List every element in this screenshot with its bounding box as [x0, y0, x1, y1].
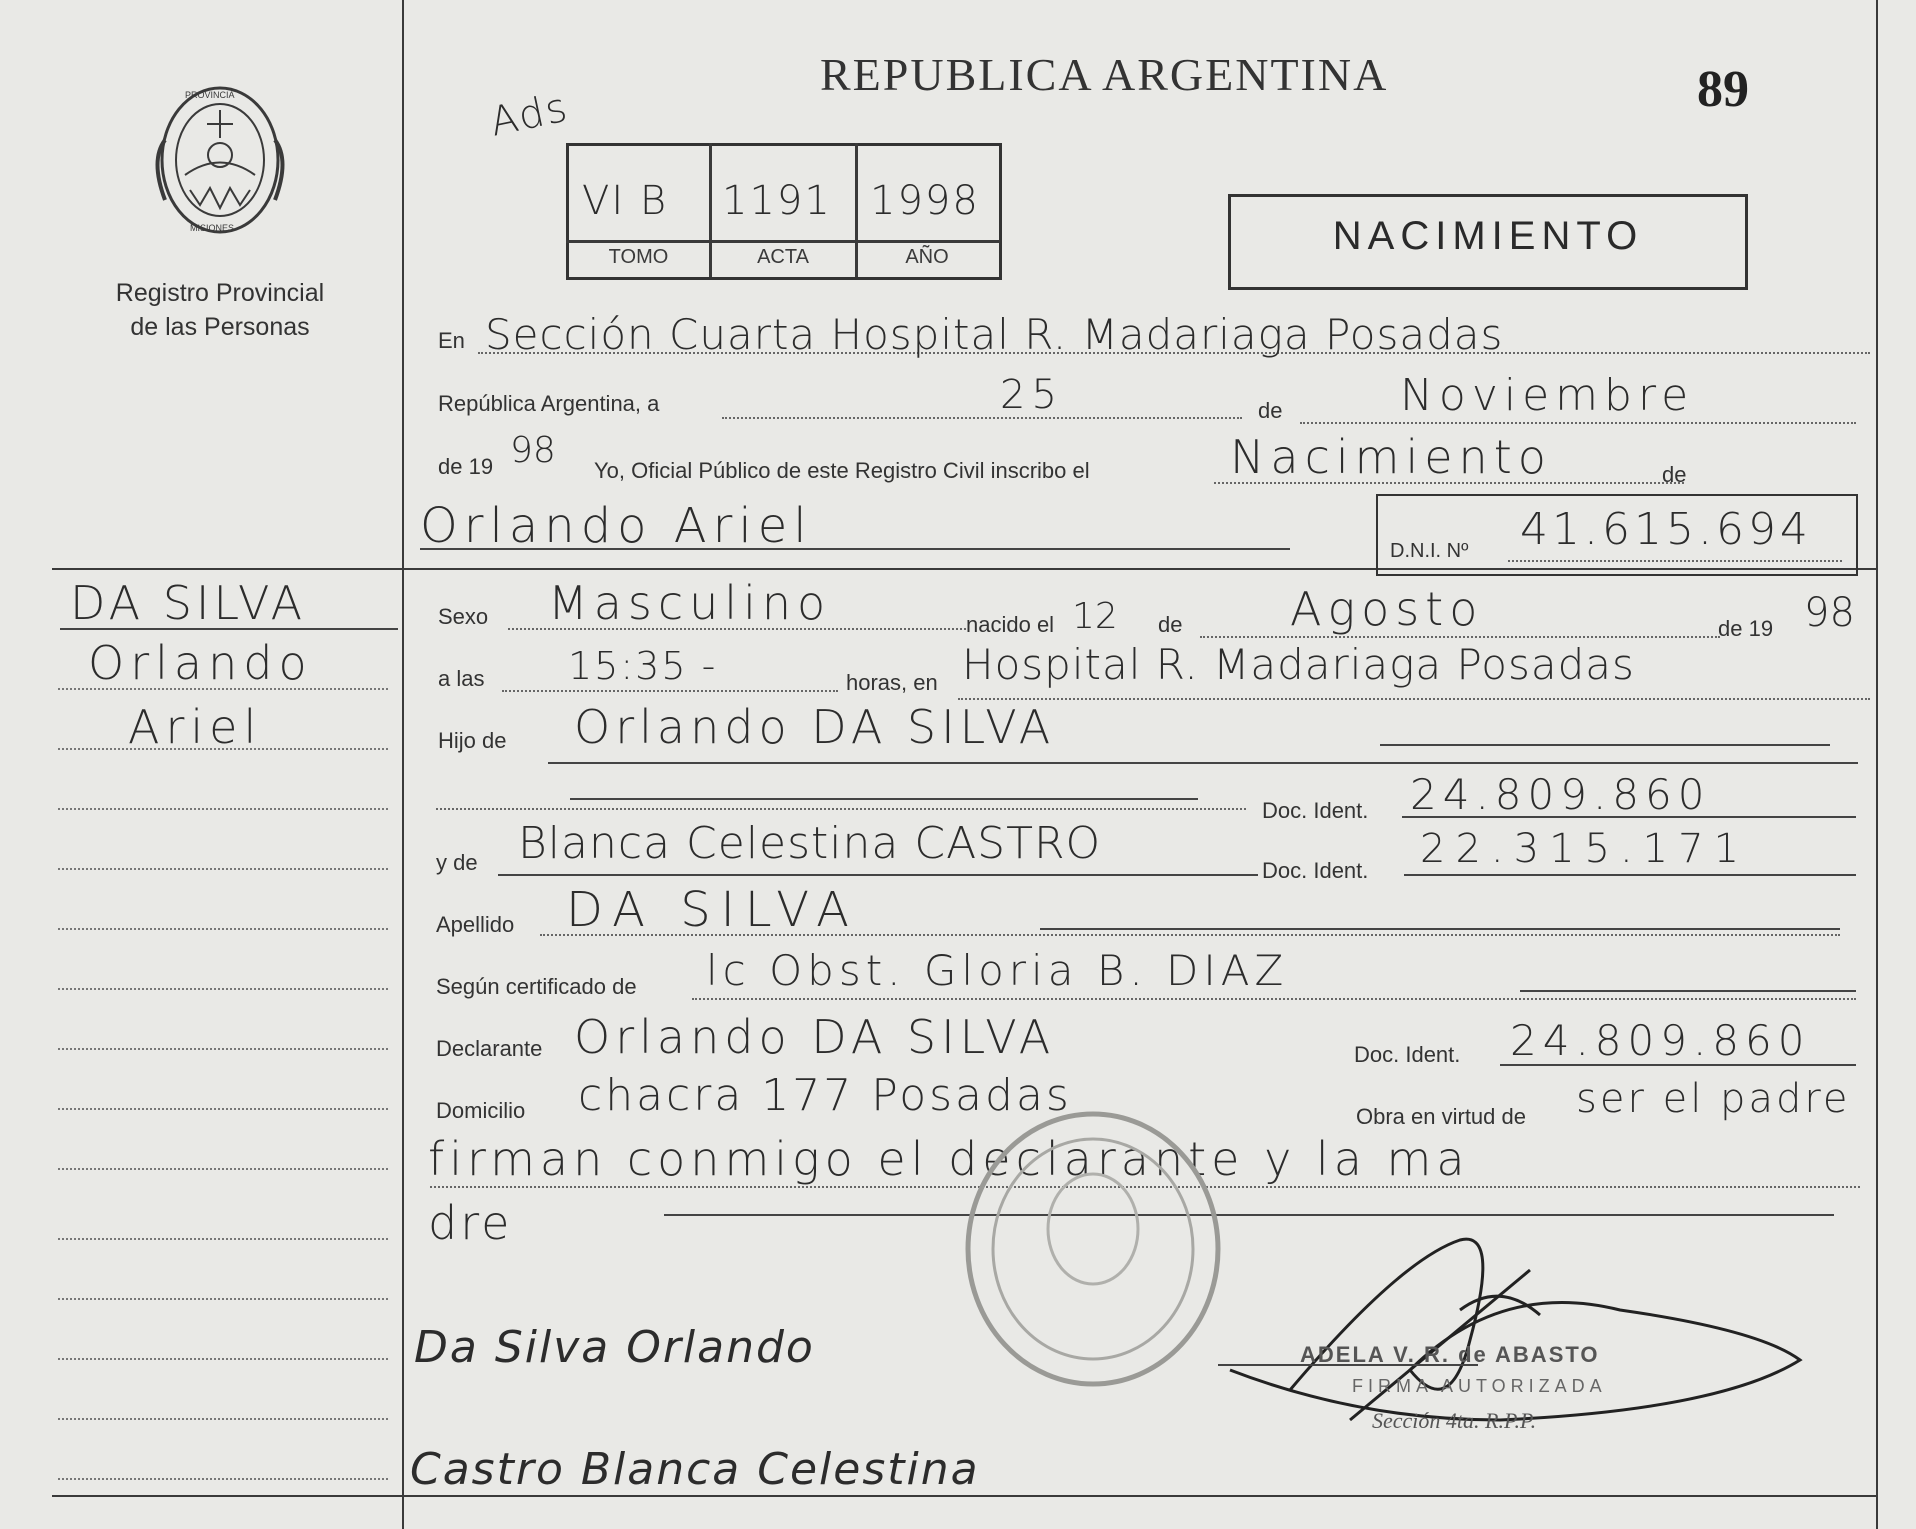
continuation-line2: dre	[428, 1196, 513, 1250]
left-rule	[58, 808, 388, 810]
birth-month: Agosto	[1290, 582, 1484, 636]
birth-day: 12	[1072, 596, 1118, 637]
madre-doc-line	[1404, 874, 1856, 876]
official-signature-icon	[1200, 1220, 1840, 1430]
certificado-line	[692, 998, 1856, 1000]
seal-top-text: PROVINCIA	[185, 90, 235, 100]
padre-dotted	[436, 808, 1246, 810]
lugar-line	[958, 698, 1870, 700]
month-value: Noviembre	[1400, 370, 1695, 421]
sidebar-surname: DA SILVA	[70, 576, 307, 630]
acta-value: 1191	[722, 178, 832, 224]
left-rule	[58, 868, 388, 870]
obra-value: ser el padre	[1576, 1076, 1851, 1122]
acta-label: ACTA	[757, 246, 809, 268]
sexo-value: Masculino	[548, 576, 832, 630]
declarante-doc-line	[1500, 1064, 1856, 1066]
official-role: FIRMA AUTORIZADA	[1352, 1376, 1607, 1396]
left-rule	[58, 1298, 388, 1300]
yde-label: y de	[436, 850, 478, 875]
hora-value: 15:35 -	[568, 644, 718, 688]
month-line	[1300, 422, 1856, 424]
declarante-value: Orlando DA SILVA	[574, 1010, 1056, 1064]
anio-value: 1998	[870, 178, 980, 224]
tomo-value: VI B	[582, 178, 669, 224]
de19-label: de 19	[438, 454, 494, 479]
child-name: Orlando Ariel	[420, 498, 813, 554]
obra-label: Obra en virtud de	[1356, 1104, 1526, 1129]
day-line	[722, 417, 1242, 419]
birth-year: 98	[1804, 590, 1855, 636]
country-title: REPUBLICA ARGENTINA	[820, 49, 1389, 100]
hora-line	[502, 690, 838, 692]
padre-value: Orlando DA SILVA	[574, 700, 1056, 754]
section-divider-bottom	[52, 1495, 1878, 1497]
left-rule	[58, 1238, 388, 1240]
registry-stamp-icon	[948, 1104, 1238, 1394]
apellido-line-right	[1040, 928, 1840, 930]
registry-name	[60, 276, 380, 344]
registry-line2: de las Personas	[130, 313, 310, 341]
de-suffix: de	[1662, 462, 1687, 487]
declarante-doc-label: Doc. Ident.	[1354, 1042, 1461, 1067]
continuation-line2-rule	[664, 1214, 1834, 1216]
continuation-line1: firman conmigo el declarante y la ma	[428, 1132, 1470, 1186]
left-rule	[58, 1108, 388, 1110]
de-label: de	[1258, 398, 1283, 423]
dni-line	[1508, 560, 1842, 562]
declarante-label: Declarante	[436, 1036, 543, 1061]
certificado-line-right	[1520, 990, 1856, 992]
horas-en-label: horas, en	[846, 670, 938, 695]
apellido-value: DA SILVA	[566, 882, 859, 938]
record-label-sep	[566, 240, 1000, 243]
padre-doc-line	[1402, 816, 1856, 818]
ads-annotation: Ads	[486, 84, 573, 146]
alas-label: a las	[438, 666, 485, 691]
column-divider	[402, 0, 404, 1529]
left-rule	[58, 1478, 388, 1480]
birth-month-line	[1200, 636, 1720, 638]
left-rule	[58, 1048, 388, 1050]
padre-line-2	[570, 798, 1198, 800]
page-number: 89	[1697, 61, 1749, 118]
nacido-label: nacido el	[966, 612, 1055, 637]
dni-label: D.N.I. Nº	[1390, 540, 1469, 562]
padre-signature: Da Silva Orlando	[414, 1322, 815, 1373]
padre-doc-label: Doc. Ident.	[1262, 798, 1369, 823]
madre-signature: Castro Blanca Celestina	[410, 1444, 980, 1495]
misiones-seal-icon	[145, 80, 295, 245]
acto-value: Nacimiento	[1230, 430, 1552, 484]
de-label-2: de	[1158, 612, 1183, 637]
madre-value: Blanca Celestina CASTRO	[518, 818, 1102, 869]
tomo-label: TOMO	[608, 246, 669, 268]
sexo-label: Sexo	[438, 604, 489, 629]
madre-line	[498, 874, 1258, 876]
domicilio-value: chacra 177 Posadas	[578, 1070, 1072, 1121]
sidebar-name1: Orlando	[88, 636, 313, 690]
en-value: Sección Cuarta Hospital R. Madariaga Posadas	[485, 310, 1504, 359]
left-rule	[58, 748, 388, 750]
domicilio-label: Domicilio	[436, 1098, 526, 1123]
official-section: Sección 4ta. R.P.P.	[1372, 1408, 1537, 1433]
declarante-doc: 24.809.860	[1510, 1016, 1811, 1065]
dni-value: 41.615.694	[1520, 504, 1812, 555]
lugar-value: Hospital R. Madariaga Posadas	[962, 640, 1635, 689]
right-border	[1876, 0, 1878, 1529]
hijo-label: Hijo de	[438, 728, 507, 753]
surname-line	[60, 628, 398, 630]
de19b-label: de 19	[1718, 616, 1774, 641]
apellido-line	[540, 934, 1840, 936]
madre-doc-label: Doc. Ident.	[1262, 858, 1369, 883]
apellido-label: Apellido	[436, 912, 515, 937]
en-label: En	[438, 328, 465, 353]
left-rule	[58, 1418, 388, 1420]
padre-line	[548, 762, 1858, 764]
segun-label: Según certificado de	[436, 974, 637, 999]
left-rule	[58, 1358, 388, 1360]
registry-line1: Registro Provincial	[115, 279, 325, 307]
left-rule	[58, 988, 388, 990]
padre-doc: 24.809.860	[1410, 770, 1711, 819]
year-value: 98	[510, 430, 556, 471]
sidebar-name2: Ariel	[128, 700, 263, 754]
padre-line-right	[1380, 744, 1830, 746]
official-name: ADELA V. R. de ABASTO	[1300, 1342, 1600, 1367]
certificado-value: lc Obst. Gloria B. DIAZ	[706, 946, 1289, 995]
name-line	[420, 548, 1290, 550]
left-rule	[58, 688, 388, 690]
day-value: 25	[1000, 372, 1063, 418]
oficial-text: Yo, Oficial Público de este Registro Civil inscribo el	[594, 458, 1090, 483]
republica-label: República Argentina, a	[438, 391, 660, 416]
seal-bottom-text: MISIONES	[190, 223, 235, 233]
doc-type-title: NACIMIENTO	[1332, 214, 1644, 258]
left-rule	[58, 928, 388, 930]
anio-label: AÑO	[905, 246, 949, 268]
left-rule	[58, 1168, 388, 1170]
madre-doc: 22.315.171	[1420, 826, 1750, 872]
